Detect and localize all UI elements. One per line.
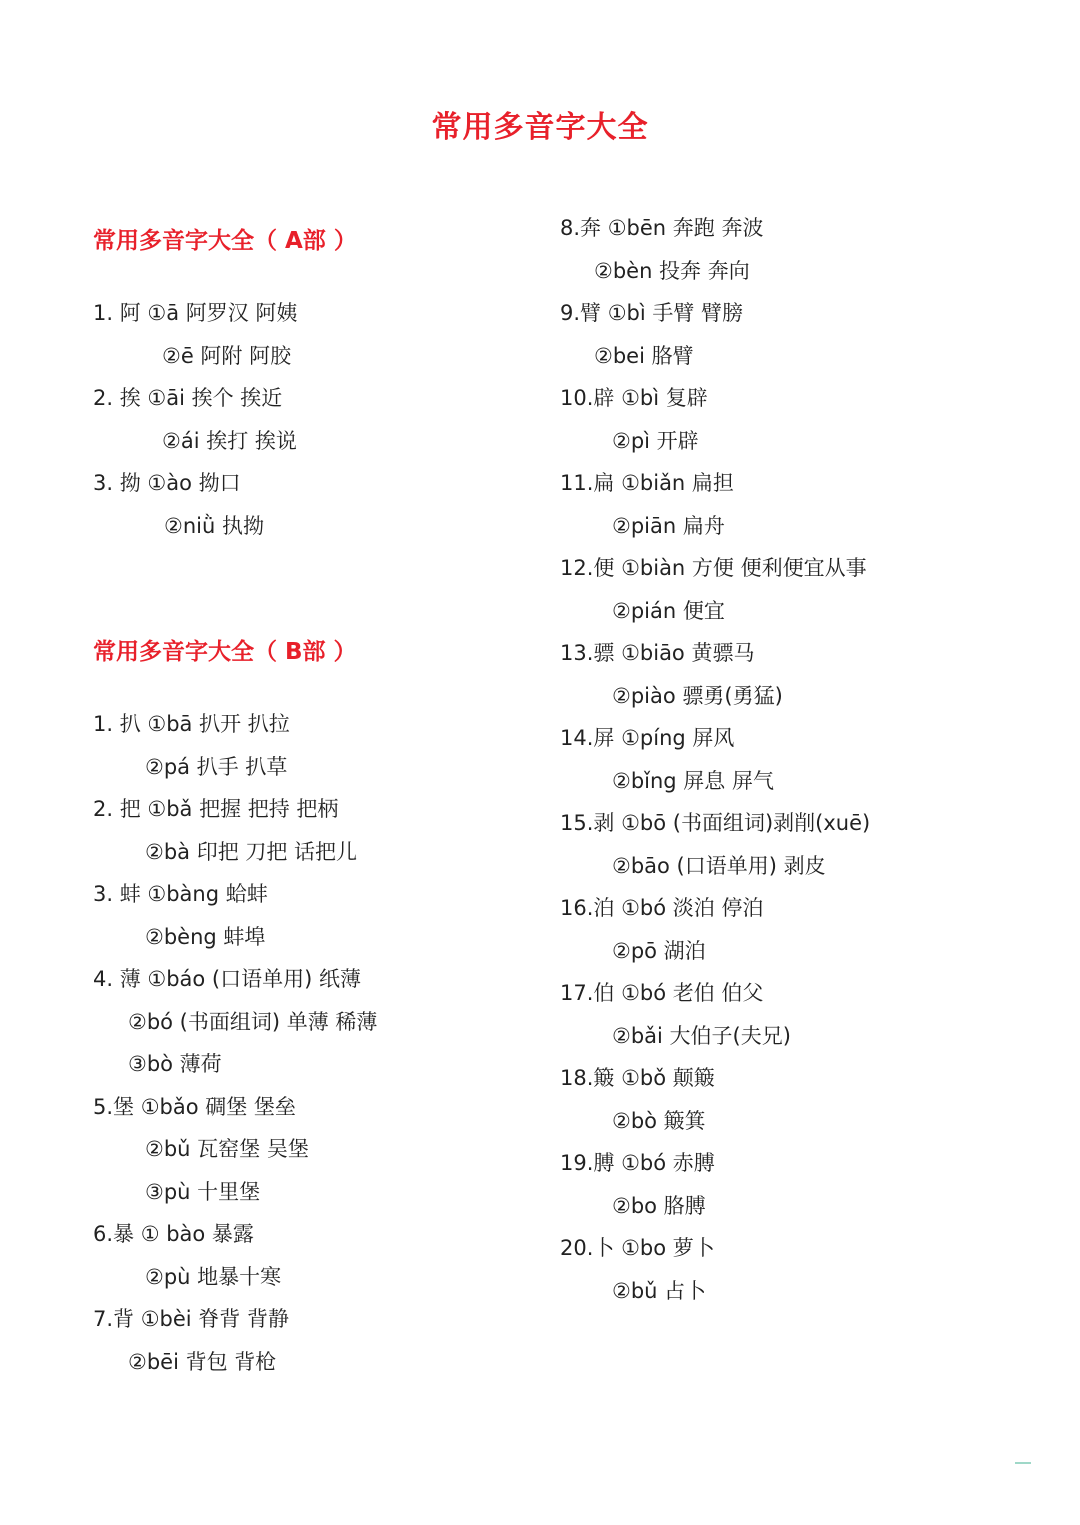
- page-title: 常用多音字大全: [431, 110, 649, 145]
- entry-line: 17.伯 ①bó 老伯 伯父: [560, 981, 764, 1005]
- entry-line: 1. 扒 ①bā 扒开 扒拉: [93, 712, 290, 736]
- entry-line: 2. 把 ①bǎ 把握 把持 把柄: [93, 797, 339, 821]
- entry-line: 3. 拗 ①ào 拗口: [93, 471, 241, 495]
- entry-line: ②niǜ 执拗: [164, 514, 264, 538]
- entry-line: ②bǎi 大伯子(夫兄): [612, 1024, 791, 1048]
- entry-line: 18.簸 ①bǒ 颠簸: [560, 1066, 715, 1090]
- entry-line: ②pián 便宜: [612, 599, 725, 623]
- entry-line: ②bo 胳膊: [612, 1194, 706, 1218]
- entry-line: ②ái 挨打 挨说: [162, 429, 297, 453]
- entry-line: ③pù 十里堡: [145, 1180, 261, 1204]
- entry-line: ②bǔ 瓦窑堡 吴堡: [145, 1137, 309, 1161]
- entry-line: ②bēi 背包 背枪: [128, 1350, 277, 1374]
- entry-line: ②pì 开辟: [612, 429, 699, 453]
- entry-line: 20.卜 ①bo 萝卜: [560, 1236, 715, 1260]
- entry-line: ②bèn 投奔 奔向: [594, 259, 750, 283]
- section-a-heading: 常用多音字大全（ A部 ）: [93, 228, 357, 254]
- entry-line: ③bò 薄荷: [128, 1052, 222, 1076]
- entry-line: 15.剥 ①bō (书面组词)剥削(xuē): [560, 811, 871, 835]
- entry-line: ②pá 扒手 扒草: [145, 755, 288, 779]
- entry-line: 16.泊 ①bó 淡泊 停泊: [560, 896, 764, 920]
- entry-line: 19.膊 ①bó 赤膊: [560, 1151, 715, 1175]
- entry-line: ②bà 印把 刀把 话把儿: [145, 840, 358, 864]
- entry-line: ②bǐng 屏息 屏气: [612, 769, 774, 793]
- entry-line: ②piān 扁舟: [612, 514, 725, 538]
- corner-mark: [1015, 1462, 1031, 1464]
- section-b-heading: 常用多音字大全（ B部 ）: [93, 639, 357, 665]
- entry-line: 4. 薄 ①báo (口语单用) 纸薄: [93, 967, 361, 991]
- entry-line: 7.背 ①bèi 脊背 背静: [93, 1307, 289, 1331]
- entry-line: ②bāo (口语单用) 剥皮: [612, 854, 826, 878]
- entry-line: 12.便 ①biàn 方便 便利便宜从事: [560, 556, 867, 580]
- entry-line: ②bǔ 占卜: [612, 1279, 707, 1303]
- entry-line: 5.堡 ①bǎo 碉堡 堡垒: [93, 1095, 296, 1119]
- entry-line: 11.扁 ①biǎn 扁担: [560, 471, 734, 495]
- entry-line: 3. 蚌 ①bàng 蛤蚌: [93, 882, 268, 906]
- entry-line: ②piào 骠勇(勇猛): [612, 684, 783, 708]
- entry-line: ②pù 地暴十寒: [145, 1265, 282, 1289]
- entry-line: ②ē 阿附 阿胶: [162, 344, 292, 368]
- entry-line: ②bèng 蚌埠: [145, 925, 266, 949]
- entry-line: ②pō 湖泊: [612, 939, 706, 963]
- entry-line: 8.奔 ①bēn 奔跑 奔波: [560, 216, 764, 240]
- entry-line: 1. 阿 ①ā 阿罗汉 阿姨: [93, 301, 298, 325]
- entry-line: 10.辟 ①bì 复辟: [560, 386, 708, 410]
- entry-line: 13.骠 ①biāo 黄骠马: [560, 641, 755, 665]
- entry-line: 14.屏 ①píng 屏风: [560, 726, 735, 750]
- entry-line: ②bò 簸箕: [612, 1109, 706, 1133]
- entry-line: 9.臂 ①bì 手臂 臂膀: [560, 301, 744, 325]
- entry-line: ②bó (书面组词) 单薄 稀薄: [128, 1010, 378, 1034]
- entry-line: 6.暴 ① bào 暴露: [93, 1222, 254, 1246]
- entry-line: ②bei 胳臂: [594, 344, 694, 368]
- entry-line: 2. 挨 ①āi 挨个 挨近: [93, 386, 283, 410]
